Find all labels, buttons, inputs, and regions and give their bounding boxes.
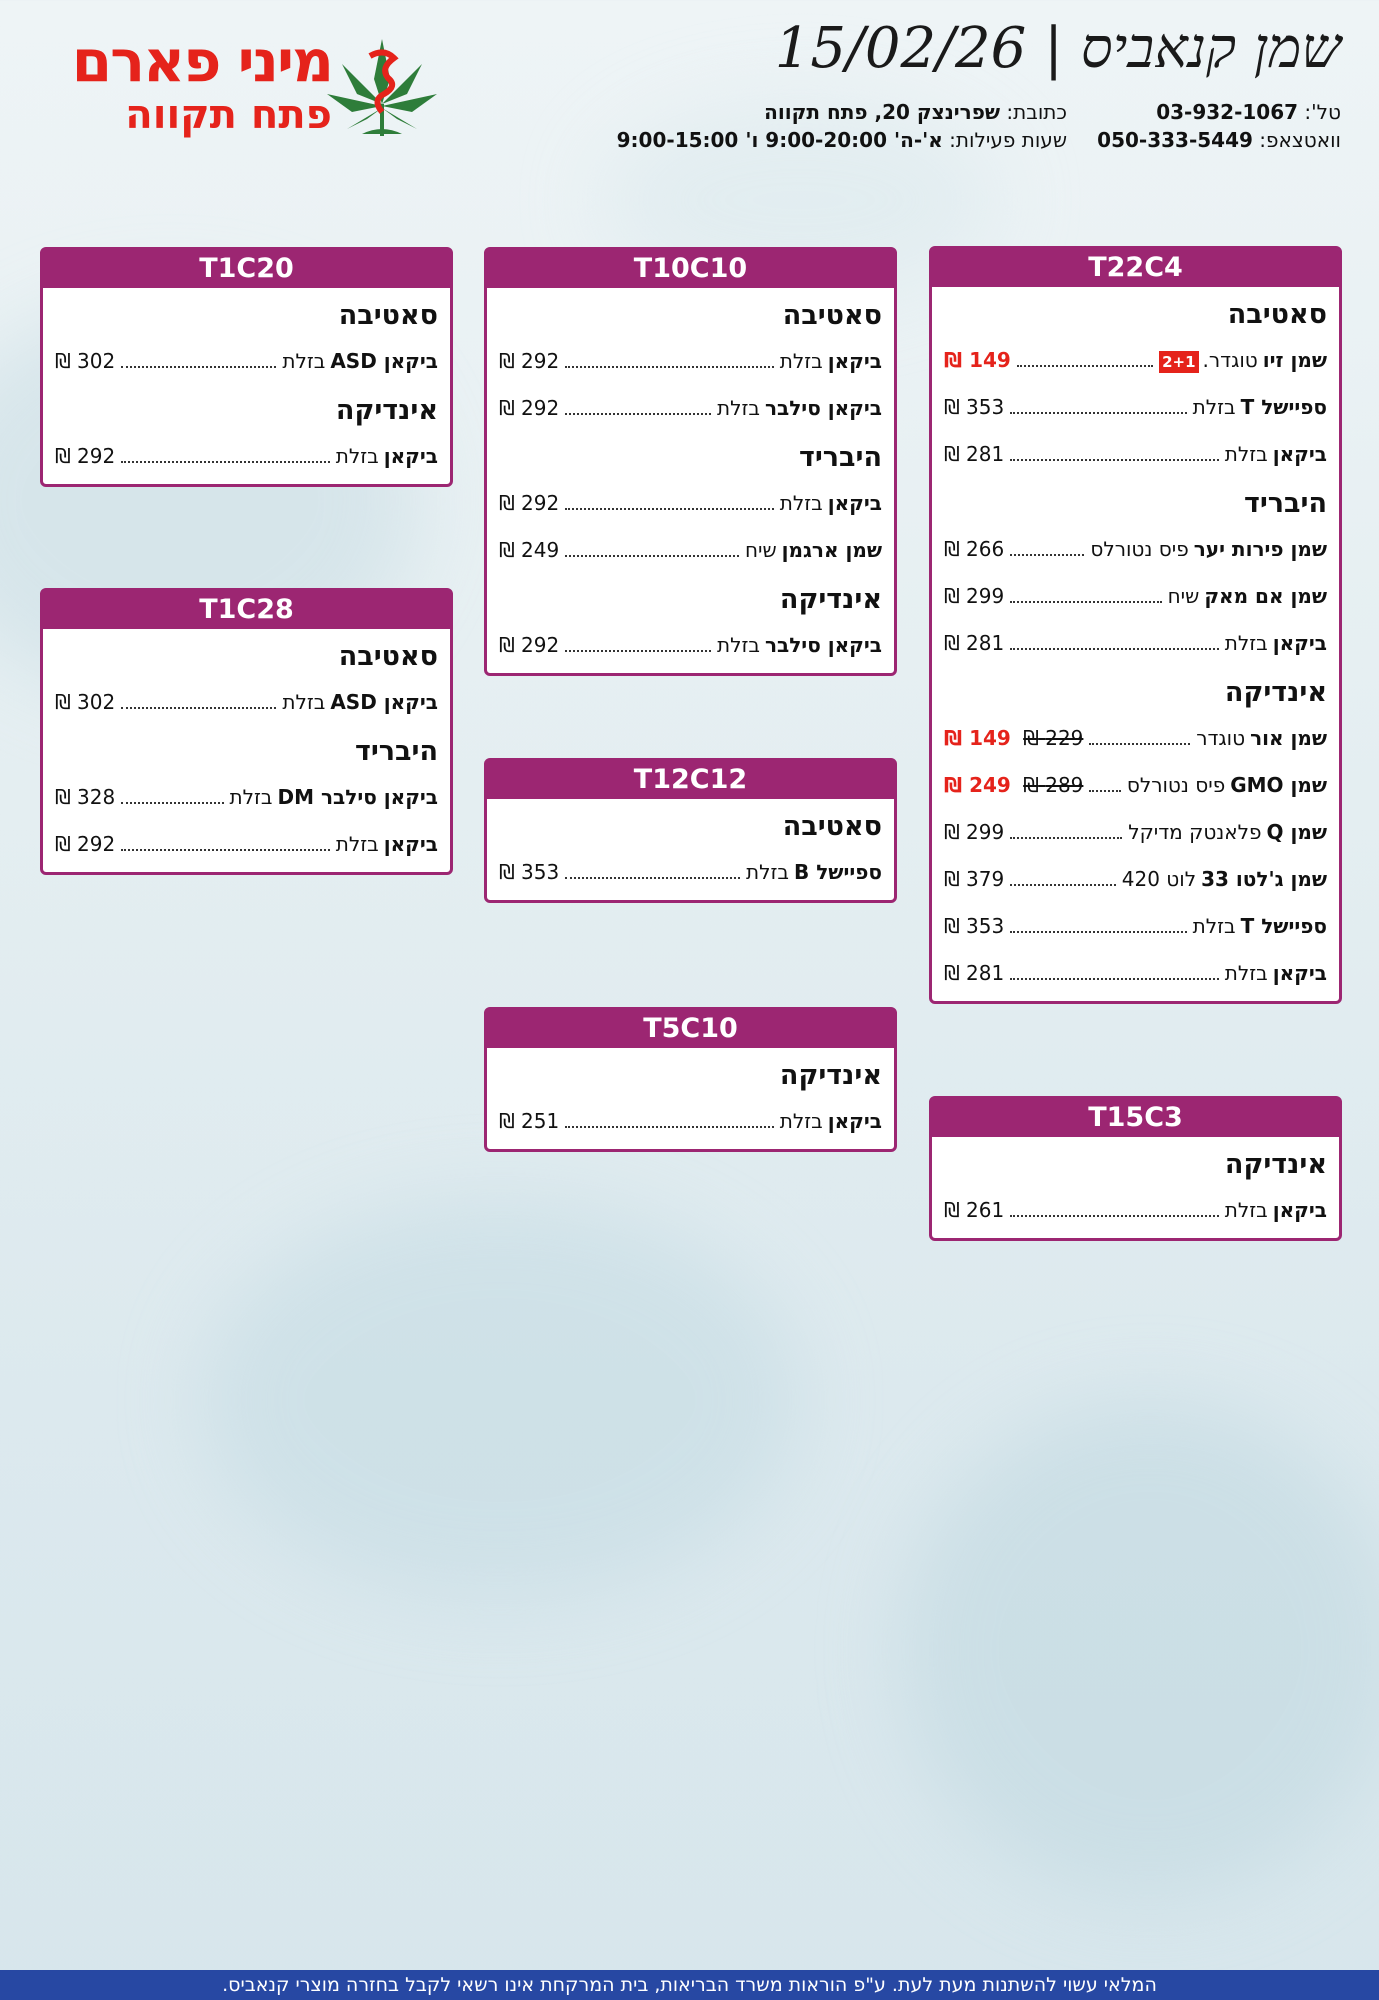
product-name: ספיישל B bbox=[793, 860, 882, 884]
product-card bbox=[929, 246, 1342, 1004]
dot-leader bbox=[565, 636, 711, 652]
product-row bbox=[932, 573, 1339, 620]
dot-leader bbox=[1010, 917, 1186, 933]
product-row bbox=[43, 433, 450, 480]
product-price bbox=[944, 337, 1011, 384]
dot-leader bbox=[1010, 870, 1116, 886]
address-line bbox=[764, 100, 1067, 124]
currency-symbol: ₪ bbox=[499, 491, 515, 515]
product-row bbox=[487, 385, 894, 432]
product-price bbox=[944, 715, 1083, 762]
dot-leader bbox=[121, 693, 276, 709]
product-name: שמן Q bbox=[1266, 820, 1327, 844]
hours-label: שעות פעילות: bbox=[949, 128, 1067, 152]
product-name: ביקאן ASD bbox=[330, 349, 438, 373]
product-name: ביקאן bbox=[827, 491, 882, 515]
product-row bbox=[932, 384, 1339, 431]
dot-leader bbox=[565, 494, 774, 510]
product-name: שמן אם מאק bbox=[1204, 584, 1327, 608]
product-manufacturer: בזלת bbox=[1192, 914, 1236, 938]
currency-symbol: ₪ bbox=[944, 395, 960, 419]
product-manufacturer: בזלת bbox=[745, 860, 789, 884]
currency-symbol: ₪ bbox=[944, 773, 963, 797]
product-name: ספיישל T bbox=[1240, 395, 1327, 419]
sale-price: 149 bbox=[969, 348, 1011, 372]
currency-symbol: ₪ bbox=[944, 867, 960, 891]
currency-symbol: ₪ bbox=[499, 538, 515, 562]
price-value: 353 bbox=[966, 395, 1005, 419]
logo-name: מיני פארם bbox=[71, 27, 332, 95]
product-manufacturer: טוגדר. bbox=[1202, 348, 1258, 372]
product-price bbox=[944, 620, 1004, 667]
product-price bbox=[944, 1187, 1004, 1234]
cannabis-leaf-icon bbox=[322, 34, 442, 144]
card-title: T1C28 bbox=[43, 591, 450, 629]
product-manufacturer: בזלת bbox=[779, 349, 823, 373]
product-manufacturer: בזלת bbox=[229, 785, 273, 809]
price-value: 261 bbox=[966, 1198, 1005, 1222]
category-heading: אינדיקה bbox=[779, 1060, 882, 1091]
price-value: 302 bbox=[77, 690, 116, 714]
product-row bbox=[932, 431, 1339, 478]
product-price bbox=[499, 385, 559, 432]
product-manufacturer: בזלת bbox=[282, 349, 326, 373]
price-value: 299 bbox=[966, 820, 1005, 844]
product-manufacturer: בזלת bbox=[1192, 395, 1236, 419]
category-heading: אינדיקה bbox=[1224, 677, 1327, 708]
category-heading: סאטיבה bbox=[338, 300, 438, 331]
currency-symbol: ₪ bbox=[944, 631, 960, 655]
product-manufacturer: שיח bbox=[1167, 584, 1200, 608]
product-name: שמן פירות יער bbox=[1193, 537, 1327, 561]
currency-symbol: ₪ bbox=[499, 1109, 515, 1133]
card-title: T15C3 bbox=[932, 1099, 1339, 1137]
price-value: 353 bbox=[521, 860, 560, 884]
dot-leader bbox=[1089, 776, 1120, 792]
product-manufacturer: בזלת bbox=[1224, 961, 1268, 985]
price-value: 281 bbox=[966, 961, 1005, 985]
dot-leader bbox=[121, 352, 276, 368]
product-manufacturer: שיח bbox=[744, 538, 777, 562]
dot-leader bbox=[121, 447, 330, 463]
dot-leader bbox=[1010, 445, 1219, 461]
price-value: 251 bbox=[521, 1109, 560, 1133]
phone-number: 03-932-1067 bbox=[1156, 100, 1299, 124]
price-value: 379 bbox=[966, 867, 1005, 891]
whatsapp-label: וואטצאפ: bbox=[1259, 128, 1341, 152]
price-value: 292 bbox=[77, 832, 116, 856]
sale-price: 249 bbox=[969, 773, 1011, 797]
currency-symbol: ₪ bbox=[944, 914, 960, 938]
product-row bbox=[932, 762, 1339, 809]
dot-leader bbox=[1010, 823, 1122, 839]
currency-symbol: ₪ bbox=[944, 726, 963, 750]
product-row bbox=[932, 526, 1339, 573]
product-price bbox=[944, 573, 1004, 620]
price-value: 328 bbox=[77, 785, 116, 809]
currency-symbol: ₪ bbox=[944, 1198, 960, 1222]
product-row bbox=[487, 622, 894, 669]
currency-symbol: ₪ bbox=[499, 633, 515, 657]
product-manufacturer: בזלת bbox=[779, 491, 823, 515]
title-divider: | bbox=[1026, 16, 1063, 81]
currency-symbol: ₪ bbox=[944, 348, 963, 372]
currency-symbol: ₪ bbox=[944, 442, 960, 466]
background-texture bbox=[200, 1200, 800, 1600]
product-name: שמן ג'לטו 33 bbox=[1201, 867, 1327, 891]
currency-symbol: ₪ bbox=[55, 785, 71, 809]
product-price bbox=[499, 622, 559, 669]
product-name: ביקאן bbox=[1272, 1198, 1327, 1222]
product-manufacturer: בזלת bbox=[282, 690, 326, 714]
price-value: 353 bbox=[966, 914, 1005, 938]
product-row bbox=[487, 527, 894, 574]
dot-leader bbox=[1010, 634, 1219, 650]
currency-symbol: ₪ bbox=[944, 537, 960, 561]
product-row bbox=[932, 809, 1339, 856]
price-value: 281 bbox=[966, 442, 1005, 466]
product-price bbox=[55, 774, 115, 821]
product-card bbox=[484, 247, 897, 676]
category-heading: אינדיקה bbox=[1224, 1149, 1327, 1180]
old-price: ₪ 289 bbox=[1023, 773, 1084, 797]
product-row bbox=[43, 821, 450, 868]
category-heading: סאטיבה bbox=[782, 300, 882, 331]
product-price bbox=[55, 338, 115, 385]
card-title: T10C10 bbox=[487, 250, 894, 288]
title-text: שמן קנאביס bbox=[1080, 16, 1341, 81]
dot-leader bbox=[565, 863, 740, 879]
promo-badge: 2+1 bbox=[1159, 351, 1198, 373]
product-name: ביקאן bbox=[1272, 961, 1327, 985]
pharmacy-logo bbox=[42, 26, 462, 146]
hours-value: א'-ה' 9:00-20:00 ו' 9:00-15:00 bbox=[616, 128, 943, 152]
dot-leader bbox=[1010, 1201, 1219, 1217]
dot-leader bbox=[565, 352, 774, 368]
product-price bbox=[944, 762, 1083, 809]
address-value: שפרינצק 20, פתח תקווה bbox=[764, 100, 1001, 124]
whatsapp-line bbox=[1097, 128, 1341, 152]
product-price bbox=[499, 338, 559, 385]
product-name: ביקאן bbox=[383, 832, 438, 856]
phone-line bbox=[1156, 100, 1341, 124]
product-row bbox=[487, 849, 894, 896]
product-name: ביקאן bbox=[1272, 631, 1327, 655]
product-price bbox=[944, 526, 1004, 573]
price-value: 292 bbox=[77, 444, 116, 468]
product-manufacturer: בזלת bbox=[716, 396, 760, 420]
product-card bbox=[929, 1096, 1342, 1241]
address-label: כתובת: bbox=[1006, 100, 1067, 124]
product-price bbox=[944, 384, 1004, 431]
product-name: ביקאן סילבר DM bbox=[277, 785, 438, 809]
product-row bbox=[932, 337, 1339, 384]
product-manufacturer: בזלת bbox=[716, 633, 760, 657]
price-value: 299 bbox=[966, 584, 1005, 608]
dot-leader bbox=[121, 788, 223, 804]
product-card bbox=[484, 1007, 897, 1152]
product-row bbox=[487, 480, 894, 527]
category-heading: היבריד bbox=[798, 442, 882, 473]
product-price bbox=[55, 679, 115, 726]
product-row bbox=[43, 338, 450, 385]
price-value: 266 bbox=[966, 537, 1005, 561]
price-value: 292 bbox=[521, 633, 560, 657]
category-heading: היבריד bbox=[354, 736, 438, 767]
product-name: ביקאן סילבר bbox=[764, 633, 882, 657]
card-title: T1C20 bbox=[43, 250, 450, 288]
category-heading: אינדיקה bbox=[779, 584, 882, 615]
dot-leader bbox=[121, 835, 330, 851]
currency-symbol: ₪ bbox=[499, 860, 515, 884]
footer-disclaimer: המלאי עשוי להשתנות מעת לעת. ע"פ הוראות משרד הבריאות, בית המרקחת אינו רשאי לקבל בחזרה מוצרי קנאביס. bbox=[0, 1970, 1379, 2000]
currency-symbol: ₪ bbox=[499, 396, 515, 420]
card-title: T12C12 bbox=[487, 761, 894, 799]
price-value: 302 bbox=[77, 349, 116, 373]
product-manufacturer: בזלת bbox=[1224, 1198, 1268, 1222]
currency-symbol: ₪ bbox=[55, 690, 71, 714]
category-heading: אינדיקה bbox=[335, 395, 438, 426]
product-name: ביקאן סילבר bbox=[764, 396, 882, 420]
product-price bbox=[944, 903, 1004, 950]
product-manufacturer: פלאנטק מדיקל bbox=[1128, 820, 1262, 844]
price-value: 249 bbox=[521, 538, 560, 562]
price-value: 292 bbox=[521, 349, 560, 373]
product-row bbox=[487, 338, 894, 385]
product-row bbox=[932, 950, 1339, 997]
product-card bbox=[40, 247, 453, 487]
product-name: שמן ארגמן bbox=[781, 538, 882, 562]
dot-leader bbox=[565, 399, 711, 415]
card-title: T22C4 bbox=[932, 249, 1339, 287]
page-title bbox=[775, 16, 1341, 81]
logo-city: פתח תקווה bbox=[125, 92, 332, 138]
product-row bbox=[43, 679, 450, 726]
product-name: שמן זיו bbox=[1262, 348, 1327, 372]
dot-leader bbox=[1017, 351, 1153, 367]
currency-symbol: ₪ bbox=[55, 444, 71, 468]
product-row bbox=[932, 903, 1339, 950]
product-price bbox=[55, 821, 115, 868]
phone-label: טל': bbox=[1304, 100, 1341, 124]
product-name: ביקאן bbox=[827, 1109, 882, 1133]
product-manufacturer: טוגדר bbox=[1196, 726, 1246, 750]
product-manufacturer: בזלת bbox=[335, 444, 379, 468]
product-manufacturer: פיס נטורלס bbox=[1090, 537, 1189, 561]
product-row bbox=[932, 620, 1339, 667]
product-manufacturer: בזלת bbox=[1224, 631, 1268, 655]
old-price: ₪ 229 bbox=[1023, 726, 1084, 750]
product-price bbox=[944, 431, 1004, 478]
product-row bbox=[487, 1098, 894, 1145]
currency-symbol: ₪ bbox=[944, 820, 960, 844]
currency-symbol: ₪ bbox=[55, 349, 71, 373]
product-manufacturer: בזלת bbox=[335, 832, 379, 856]
title-date: 15/02/26 bbox=[774, 16, 1027, 81]
currency-symbol: ₪ bbox=[944, 961, 960, 985]
category-heading: סאטיבה bbox=[338, 641, 438, 672]
product-price bbox=[499, 527, 559, 574]
dot-leader bbox=[565, 541, 739, 557]
currency-symbol: ₪ bbox=[55, 832, 71, 856]
product-row bbox=[932, 715, 1339, 762]
hours-line bbox=[617, 128, 1067, 152]
dot-leader bbox=[1010, 398, 1186, 414]
product-price bbox=[499, 849, 559, 896]
dot-leader bbox=[565, 1112, 774, 1128]
dot-leader bbox=[1010, 540, 1084, 556]
product-manufacturer: בזלת bbox=[1224, 442, 1268, 466]
product-manufacturer: פיס נטורלס bbox=[1126, 773, 1226, 797]
whatsapp-number: 050-333-5449 bbox=[1097, 128, 1253, 152]
product-price bbox=[944, 809, 1004, 856]
category-heading: סאטיבה bbox=[782, 811, 882, 842]
product-card bbox=[484, 758, 897, 903]
sale-price: 149 bbox=[969, 726, 1011, 750]
product-name: שמן אור bbox=[1250, 726, 1327, 750]
price-value: 281 bbox=[966, 631, 1005, 655]
product-name: ביקאן bbox=[1272, 442, 1327, 466]
product-manufacturer: לוט 420 bbox=[1121, 867, 1197, 891]
price-value: 292 bbox=[521, 396, 560, 420]
product-name: ביקאן ASD bbox=[330, 690, 438, 714]
product-row bbox=[932, 856, 1339, 903]
product-price bbox=[499, 480, 559, 527]
category-heading: סאטיבה bbox=[1227, 299, 1327, 330]
dot-leader bbox=[1089, 729, 1190, 745]
product-price bbox=[944, 950, 1004, 997]
product-card bbox=[40, 588, 453, 875]
dot-leader bbox=[1010, 964, 1219, 980]
product-name: ביקאן bbox=[827, 349, 882, 373]
currency-symbol: ₪ bbox=[944, 584, 960, 608]
product-row bbox=[932, 1187, 1339, 1234]
product-name: ביקאן bbox=[383, 444, 438, 468]
background-texture bbox=[900, 1400, 1379, 1900]
product-manufacturer: בזלת bbox=[779, 1109, 823, 1133]
header bbox=[0, 0, 1379, 180]
category-heading: היבריד bbox=[1243, 488, 1327, 519]
product-name: ספיישל T bbox=[1240, 914, 1327, 938]
product-price bbox=[499, 1098, 559, 1145]
dot-leader bbox=[1010, 587, 1161, 603]
card-title: T5C10 bbox=[487, 1010, 894, 1048]
product-price bbox=[55, 433, 115, 480]
currency-symbol: ₪ bbox=[499, 349, 515, 373]
price-value: 292 bbox=[521, 491, 560, 515]
product-row bbox=[43, 774, 450, 821]
product-price bbox=[944, 856, 1004, 903]
product-name: שמן GMO bbox=[1230, 773, 1327, 797]
